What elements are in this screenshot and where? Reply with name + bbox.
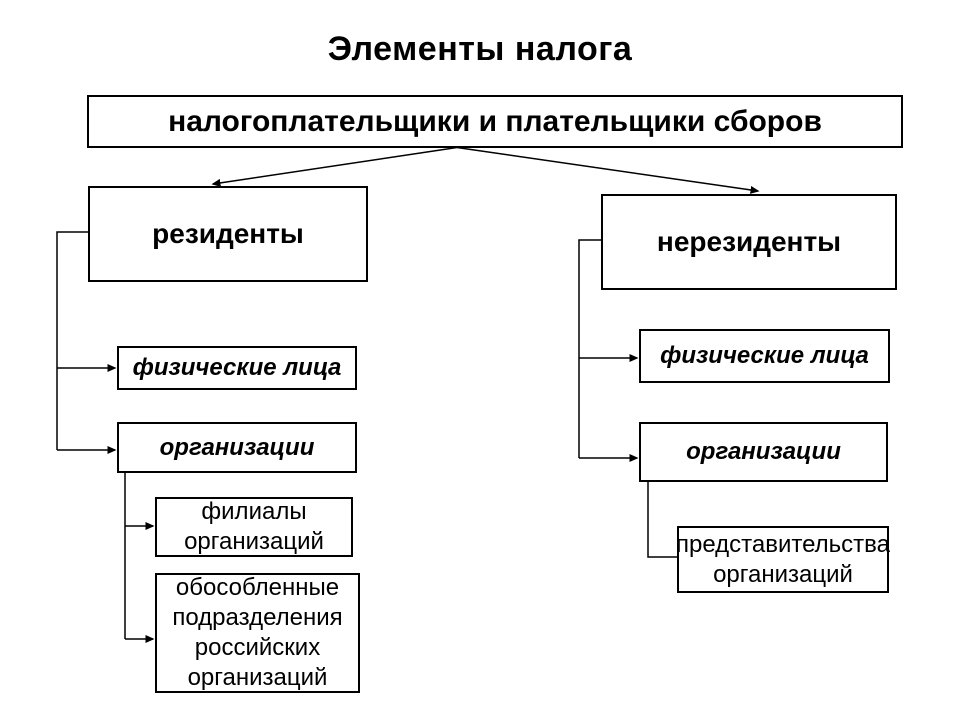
arrow-root-to-nonresidents (457, 148, 758, 192)
bracket-nonresidents (579, 240, 601, 458)
slide-title: Элементы налога (327, 30, 633, 68)
node-representative-offices: представительства организаций (677, 526, 889, 593)
node-nonresidents: нерезиденты (601, 194, 897, 290)
node-separate-subdivisions: обособленные подразделения российских организаций (155, 573, 360, 693)
node-residents: резиденты (88, 186, 368, 282)
node-residents-individuals: физические лица (117, 346, 357, 390)
line-organizations-to-representative-offices (648, 482, 677, 557)
node-residents-organizations: организации (117, 422, 357, 473)
node-taxpayers-and-fee-payers: налогоплательщики и плательщики сборов (87, 95, 903, 148)
node-organization-branches: филиалы организаций (155, 497, 353, 557)
node-nonresidents-organizations: организации (639, 422, 888, 482)
node-nonresidents-individuals: физические лица (639, 329, 890, 383)
bracket-residents (57, 232, 88, 450)
arrow-root-to-residents (213, 148, 457, 185)
